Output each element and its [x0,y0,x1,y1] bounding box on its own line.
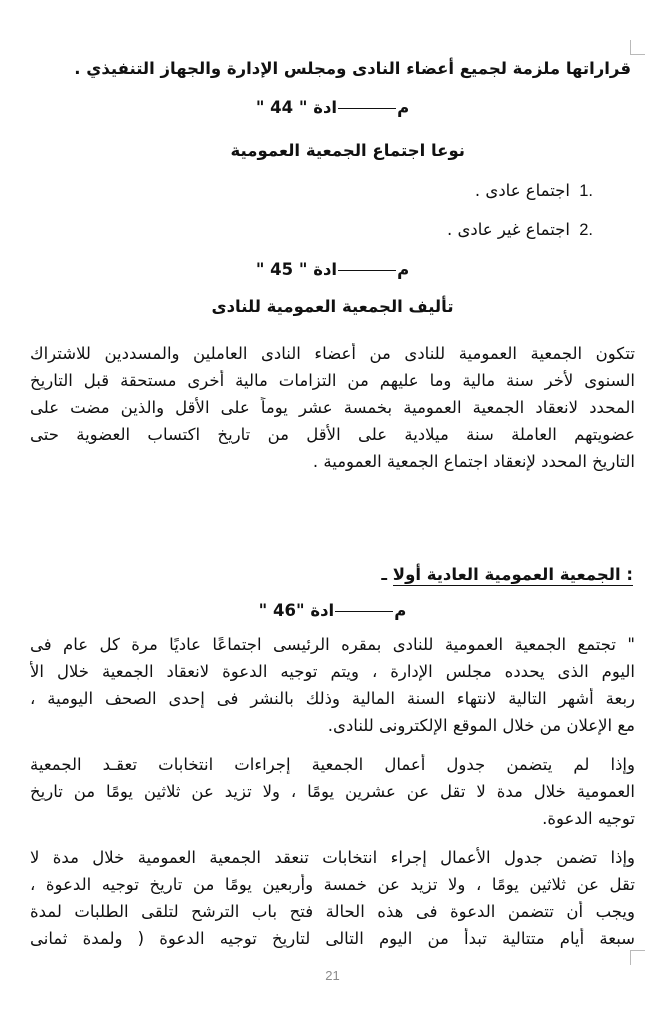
page-number: 21 [325,968,340,983]
article-45-line-2: السنوى لأخر سنة مالية وما عليهم من التزامات مالية أخرى مستحقة قبل التاريخ [30,371,635,390]
list-item-2 [447,219,593,241]
article-44-word: ادة [313,98,338,117]
page-corner-mark-bottom [630,950,645,965]
article-45-tatweel [338,270,396,271]
article-44-heading [0,97,665,119]
list-item-2-text: اجتماع غير عادى . [446,220,570,239]
article-45-number: " 45 " [255,260,308,279]
article-44-number: " 44 " [255,98,308,117]
article-46-heading [0,600,665,622]
article-46-p1-line-2: اليوم الذى يحدده مجلس الإدارة ، ويتم توجيه الدعوة لانعقاد الجمعية خلال الأ [30,662,635,681]
article-45-line-5: التاريخ المحدد لإنعقاد اجتماع الجمعية العمومية . [312,452,635,471]
list-item-1-text: اجتماع عادى . [474,181,570,200]
article-44-title: نوعا اجتماع الجمعية العمومية [230,141,465,160]
article-44-mim: م [397,98,410,117]
article-46-p3-line-3: ويجب أن تتضمن الدعوة فى هذه الحالة فتح باب الترشح لتلقى الطلبات لمدة [30,902,635,921]
article-46-p1-line-3: ربعة أشهر التالية لانتهاء السنة المالية وذلك بالنشر فى إحدى الصحف اليومية ، [30,689,635,708]
article-46-mim: م [394,601,407,620]
article-45-word: ادة [313,260,338,279]
article-46-tatweel [335,611,393,612]
article-44-tatweel [338,108,396,109]
article-46-p3-line-4: سبعة أيام متتالية تبدأ من اليوم التالى لتاريخ توجيه الدعوة ( ولمدة ثمانى [30,929,635,948]
article-46-p2-line-3: توجيه الدعوة. [542,809,635,828]
article-45-line-1: تتكون الجمعية العمومية للنادى من أعضاء النادى العاملين والمسددين للاشتراك [30,344,635,363]
section-heading-colon: : [626,565,633,584]
list-item-1-number: .1 [579,182,593,200]
article-46-p3-line-2: تقل عن ثلاثين يومًا ، ولا تزيد عن خمسة وأربعين يومًا من تاريخ توجيه الدعوة ، [30,875,635,894]
article-45-mim: م [397,260,410,279]
article-46-word: ادة [310,601,335,620]
article-46-p2-line-2: العمومية خلال مدة لا تقل عن عشرين يومًا ، ولا تزيد عن ثلاثين يومًا من تاريخ [30,782,635,801]
article-46-number: "46 " [258,601,305,620]
article-45-title: تأليف الجمعية العمومية للنادى [211,297,454,316]
article-46-p3-line-1: وإذا تضمن جدول الأعمال إجراء انتخابات تنعقد الجمعية العمومية خلال مدة لا [30,848,635,867]
article-46-p2-line-1: وإذا لم يتضمن جدول أعمال الجمعية إجراءات انتخابات تعقـد الجمعية [30,755,635,774]
section-heading-ordinary-assembly [30,564,633,586]
list-item-2-number: .2 [579,221,593,239]
page-corner-mark-top [630,40,645,55]
list-item-1 [475,180,593,202]
article-45-heading [0,259,665,281]
article-46-p1-line-4: مع الإعلان من خلال الموقع الإلكترونى للنادى. [327,716,635,735]
article-46-p1-line-1: " تجتمع الجمعية العمومية للنادى بمقره الرئيسى اجتماعًا عاديًا مرة كل عام فى [30,635,635,654]
section-heading-trail: ـ [381,565,388,584]
article-45-line-3: المحدد لانعقاد الجمعية العمومية بخمسة عشر يوماً على الأقل والذين مضت على [30,398,635,417]
section-heading-text [393,565,633,586]
article-45-line-4: عضويتهم العاملة سنة ميلادية على الأقل من تاريخ اكتساب العضوية حتى [30,425,635,444]
section-heading-label: الجمعية العمومية العادية أولا [392,565,621,584]
intro-line: قراراتها ملزمة لجميع أعضاء النادى ومجلس الإدارة والجهاز التنفيذي . [74,59,631,78]
